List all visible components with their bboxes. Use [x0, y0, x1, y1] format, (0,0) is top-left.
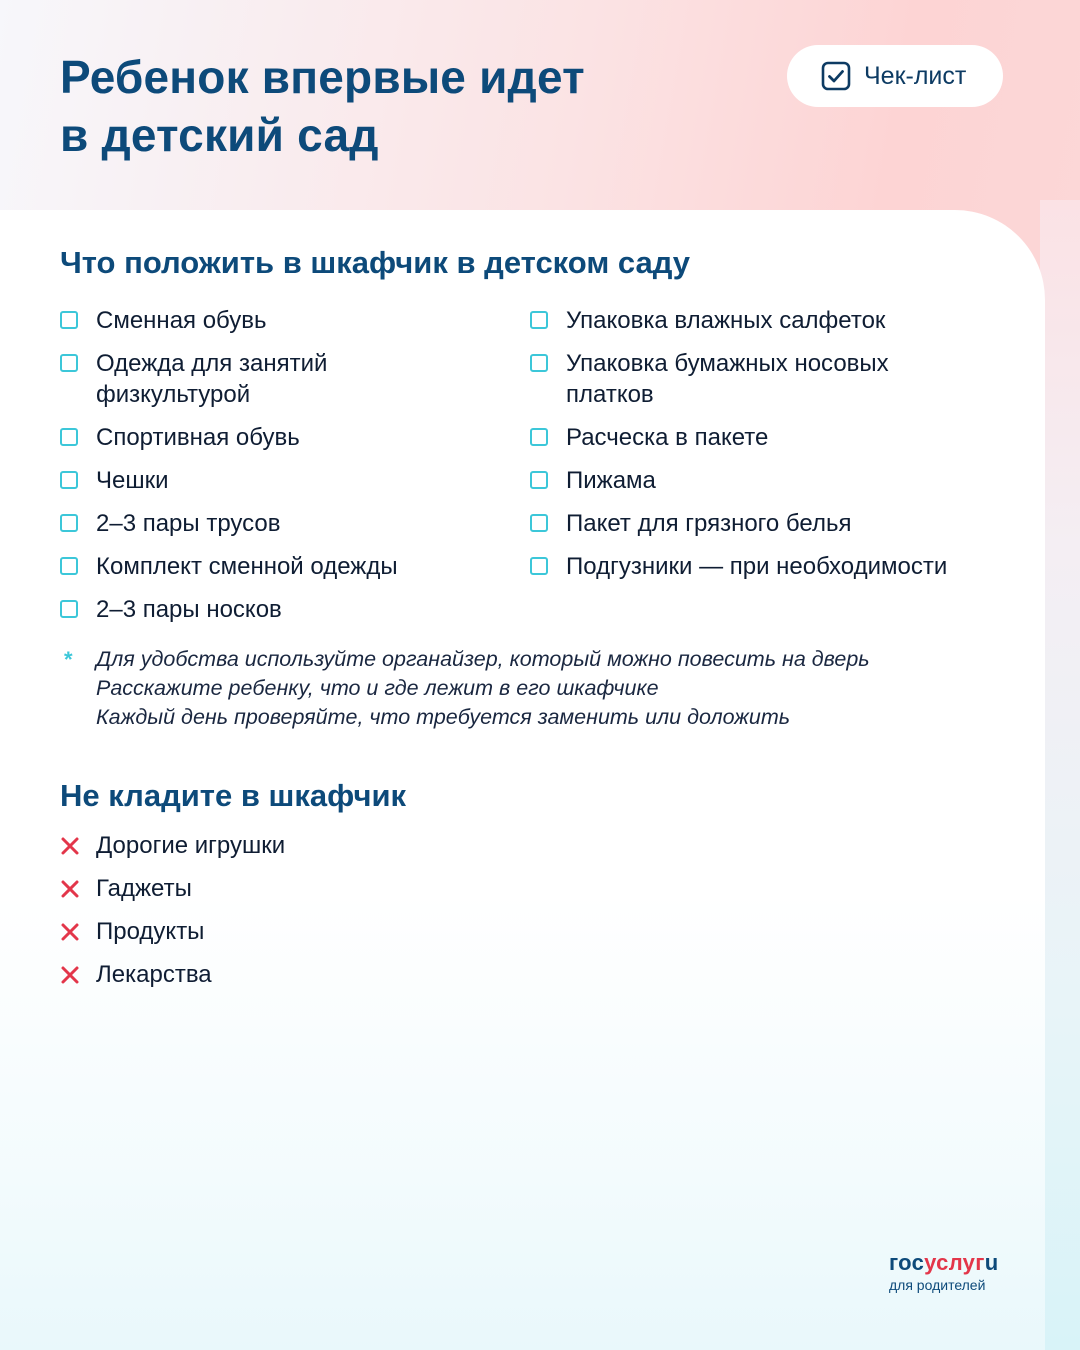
- checklist-item[interactable]: Спортивная обувь: [60, 422, 500, 453]
- cross-icon: [60, 965, 80, 985]
- page-title-line-2: в детский сад: [60, 109, 379, 161]
- checkbox-icon[interactable]: [60, 471, 78, 489]
- cross-icon: [60, 879, 80, 899]
- checkbox-icon[interactable]: [60, 600, 78, 618]
- cross-icon: [60, 836, 80, 856]
- checkbox-icon[interactable]: [60, 428, 78, 446]
- tip-line: Расскажите ребенку, что и где лежит в его шкафчике: [96, 676, 659, 700]
- tips-lines: [96, 645, 870, 732]
- checklist-item[interactable]: Упаковка бумажных носовых платков: [530, 348, 1010, 410]
- checklist-badge: [787, 45, 1003, 107]
- brand-subtitle: для родителей: [889, 1277, 986, 1293]
- checkbox-icon[interactable]: [60, 311, 78, 329]
- checkbox-icon[interactable]: [60, 354, 78, 372]
- page-title: [60, 48, 585, 164]
- dont-item: Лекарства: [60, 959, 285, 990]
- checkbox-icon[interactable]: [530, 311, 548, 329]
- tips-note: [60, 645, 870, 732]
- checkbox-checked-icon: [821, 61, 851, 91]
- checklist-item[interactable]: Одежда для занятий физкультурой: [60, 348, 500, 410]
- page-title-line-1: Ребенок впервые идет: [60, 51, 585, 103]
- checklist-item[interactable]: Чешки: [60, 465, 500, 496]
- section-title-put: Что положить в шкафчик в детском саду: [60, 245, 691, 280]
- checklist-left-column: [60, 305, 500, 637]
- tip-line: Каждый день проверяйте, что требуется заменить или доложить: [96, 705, 791, 729]
- checklist-item[interactable]: Сменная обувь: [60, 305, 500, 336]
- dont-item: Гаджеты: [60, 873, 285, 904]
- checkbox-icon[interactable]: [530, 354, 548, 372]
- checkbox-icon[interactable]: [530, 428, 548, 446]
- checklist-right-column: [530, 305, 1010, 594]
- checkbox-icon[interactable]: [60, 557, 78, 575]
- gosuslugi-logo: [889, 1250, 998, 1293]
- checklist-item[interactable]: Упаковка влажных салфеток: [530, 305, 1010, 336]
- checkbox-icon[interactable]: [60, 514, 78, 532]
- checklist-item[interactable]: Расческа в пакете: [530, 422, 1010, 453]
- dont-item: Дорогие игрушки: [60, 830, 285, 861]
- checklist-item[interactable]: Пакет для грязного белья: [530, 508, 1010, 539]
- cross-icon: [60, 922, 80, 942]
- brand-name: госуслугu: [889, 1250, 999, 1275]
- checklist-item[interactable]: Комплект сменной одежды: [60, 551, 500, 582]
- dont-list: [60, 830, 285, 1002]
- section-title-dont: Не кладите в шкафчик: [60, 778, 407, 813]
- checklist-item[interactable]: 2–3 пары носков: [60, 594, 500, 625]
- checklist-badge-label: Чек-лист: [864, 61, 967, 90]
- checkbox-icon[interactable]: [530, 514, 548, 532]
- dont-item: Продукты: [60, 916, 285, 947]
- asterisk-icon: *: [64, 647, 73, 672]
- tip-line: Для удобства используйте органайзер, который можно повесить на дверь: [96, 647, 870, 671]
- checklist-item[interactable]: 2–3 пары трусов: [60, 508, 500, 539]
- checklist-item[interactable]: Подгузники — при необходимости: [530, 551, 1010, 582]
- right-edge-gradient: [1040, 200, 1080, 1350]
- checkbox-icon[interactable]: [530, 557, 548, 575]
- checkbox-icon[interactable]: [530, 471, 548, 489]
- checklist-item[interactable]: Пижама: [530, 465, 1010, 496]
